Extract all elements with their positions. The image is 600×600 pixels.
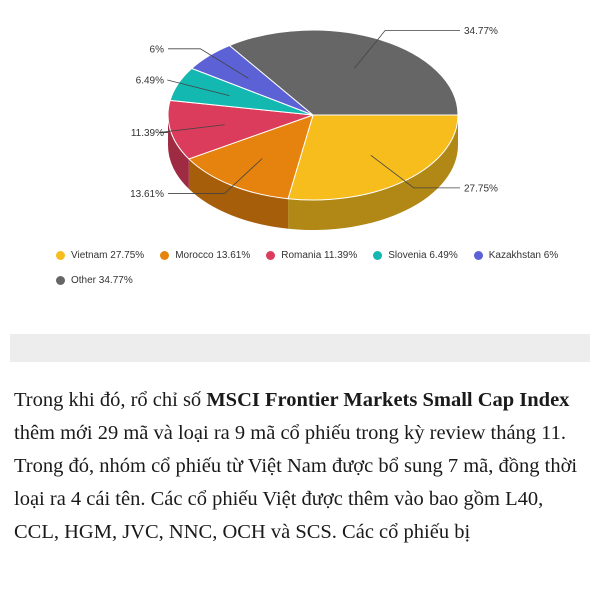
legend-swatch <box>56 276 65 285</box>
legend-item-morocco[interactable] <box>160 250 250 261</box>
article-paragraph <box>14 384 588 549</box>
section-divider <box>10 334 590 362</box>
legend-swatch <box>474 251 483 260</box>
slice-label-morocco: 13.61% <box>130 189 164 201</box>
legend-swatch <box>373 251 382 260</box>
slice-label-vietnam: 27.75% <box>464 183 498 195</box>
slice-label-kazakhstan: 6% <box>149 44 164 56</box>
legend-swatch <box>160 251 169 260</box>
legend-label: Morocco 13.61% <box>175 250 251 261</box>
article-rest: thêm mới 29 mã và loại ra 9 mã cổ phiếu trong kỳ review tháng 11. Trong đó, nhóm cổ phiếu từ Việt Nam được bổ sung 7 mã, đồng thời loại ra 4 cái tên. Các cổ phiếu Việt được thêm vào bao gồm L40, CCL, HGM, JVC, NNC, OCH và SCS. Các cổ phiếu bị <box>14 422 578 543</box>
legend-swatch <box>266 251 275 260</box>
legend-label: Kazakhstan 6% <box>488 250 559 261</box>
legend-label: Other 34.77% <box>71 275 133 286</box>
article-intro: Trong khi đó, rổ chỉ số <box>14 389 207 411</box>
legend-item-slovenia[interactable] <box>373 250 458 261</box>
slice-label-other: 34.77% <box>464 25 498 37</box>
pie-chart <box>0 0 600 250</box>
legend-label: Vietnam 27.75% <box>71 250 145 261</box>
legend-swatch <box>56 251 65 260</box>
legend-label: Romania 11.39% <box>281 250 358 261</box>
legend-item-kazakhstan[interactable] <box>474 250 559 261</box>
legend-item-other[interactable] <box>56 275 133 286</box>
legend-item-romania[interactable] <box>266 250 357 261</box>
article-index-name: MSCI Frontier Markets Small Cap Index <box>206 389 570 411</box>
legend-label: Slovenia 6.49% <box>388 250 458 261</box>
slice-label-romania: 11.39% <box>130 128 164 140</box>
slice-label-slovenia: 6.49% <box>135 75 164 87</box>
legend-item-vietnam[interactable] <box>56 250 144 261</box>
chart-legend <box>56 250 576 286</box>
